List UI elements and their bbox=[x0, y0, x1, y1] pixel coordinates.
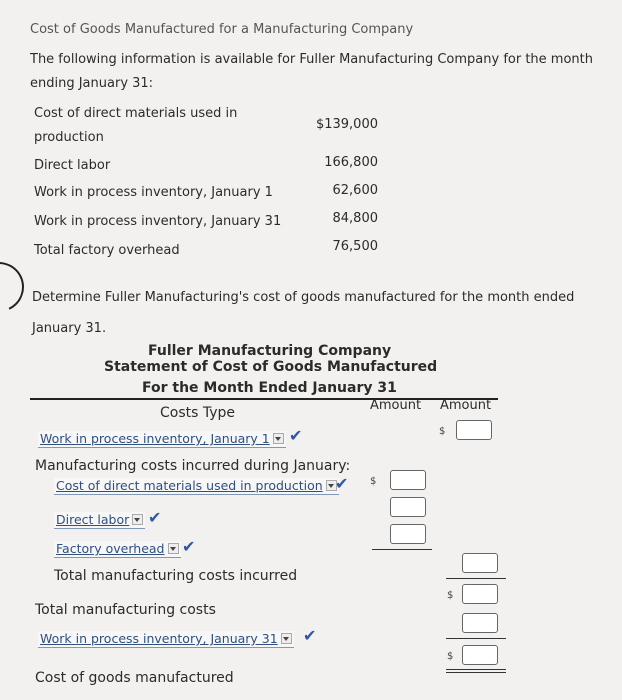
amount-input-direct-materials[interactable] bbox=[390, 470, 426, 490]
page-title: Cost of Goods Manufactured for a Manufacturing Company bbox=[30, 22, 414, 37]
given-value: $139,000 bbox=[315, 117, 378, 132]
column-header-type: Costs Type bbox=[160, 405, 236, 421]
check-icon: ✔ bbox=[335, 474, 349, 493]
subtotal-rule bbox=[446, 638, 506, 639]
given-value: 62,600 bbox=[332, 183, 378, 198]
wip-beginning-dropdown[interactable] bbox=[38, 431, 286, 448]
column-header-amount-2: Amount bbox=[440, 398, 492, 413]
given-label: production bbox=[34, 130, 104, 145]
dollar-sign: $ bbox=[439, 426, 446, 437]
statement-name: Statement of Cost of Goods Manufactured bbox=[104, 359, 438, 375]
mfg-costs-incurred-label: Manufacturing costs incurred during January: bbox=[35, 458, 351, 474]
dropdown-selected-value: Work in process inventory, January 1 bbox=[40, 431, 270, 446]
chevron-down-icon[interactable] bbox=[132, 514, 143, 525]
dropdown-selected-value: Factory overhead bbox=[56, 541, 165, 556]
given-value: 76,500 bbox=[332, 239, 378, 254]
check-icon: ✔ bbox=[148, 508, 162, 527]
wip-ending-dropdown[interactable] bbox=[38, 631, 294, 648]
check-icon: ✔ bbox=[289, 426, 303, 445]
dropdown-selected-value: Direct labor bbox=[56, 512, 130, 527]
decorative-arc bbox=[0, 255, 31, 319]
given-label: Cost of direct materials used in bbox=[34, 106, 238, 121]
given-label: Work in process inventory, January 31 bbox=[34, 214, 282, 229]
dollar-sign: $ bbox=[447, 590, 454, 601]
statement-period: For the Month Ended January 31 bbox=[142, 380, 397, 396]
subtotal-rule bbox=[446, 578, 506, 579]
amount-input-cogm[interactable] bbox=[462, 645, 498, 665]
cogm-label: Cost of goods manufactured bbox=[35, 670, 234, 686]
dollar-sign: $ bbox=[370, 476, 377, 487]
chevron-down-icon[interactable] bbox=[273, 433, 284, 444]
dollar-sign: $ bbox=[447, 651, 454, 662]
heading-rule bbox=[30, 398, 498, 400]
question-line-1: Determine Fuller Manufacturing's cost of goods manufactured for the month ended bbox=[32, 290, 575, 305]
amount-input-wip-ending[interactable] bbox=[462, 613, 498, 633]
given-value: 84,800 bbox=[332, 211, 378, 226]
intro-text-line-1: The following information is available for Fuller Manufacturing Company for the month bbox=[30, 52, 593, 67]
amount-input-direct-labor[interactable] bbox=[390, 497, 426, 517]
total-mfg-costs-incurred-label: Total manufacturing costs incurred bbox=[54, 568, 298, 584]
direct-labor-dropdown[interactable] bbox=[54, 512, 145, 529]
factory-overhead-dropdown[interactable] bbox=[54, 541, 181, 558]
direct-materials-dropdown[interactable] bbox=[54, 478, 339, 495]
check-icon: ✔ bbox=[303, 626, 317, 645]
dropdown-selected-value: Cost of direct materials used in production bbox=[56, 478, 323, 493]
given-label: Direct labor bbox=[34, 158, 111, 173]
amount-input-wip-beginning[interactable] bbox=[456, 420, 492, 440]
given-value: 166,800 bbox=[324, 155, 378, 170]
total-double-rule-bottom bbox=[446, 672, 506, 673]
amount-input-factory-overhead[interactable] bbox=[390, 524, 426, 544]
dropdown-selected-value: Work in process inventory, January 31 bbox=[40, 631, 278, 646]
column-header-amount-1: Amount bbox=[370, 398, 422, 413]
total-mfg-costs-label: Total manufacturing costs bbox=[35, 602, 216, 618]
chevron-down-icon[interactable] bbox=[168, 543, 179, 554]
amount-input-total-mfg-incurred[interactable] bbox=[462, 553, 498, 573]
chevron-down-icon[interactable] bbox=[281, 633, 292, 644]
subtotal-rule bbox=[372, 549, 432, 550]
statement-company: Fuller Manufacturing Company bbox=[148, 343, 392, 359]
intro-text-line-2: ending January 31: bbox=[30, 76, 154, 91]
total-double-rule-top bbox=[446, 669, 506, 670]
check-icon: ✔ bbox=[182, 537, 196, 556]
given-label: Work in process inventory, January 1 bbox=[34, 185, 273, 200]
given-label: Total factory overhead bbox=[34, 243, 180, 258]
question-line-2: January 31. bbox=[32, 321, 107, 336]
amount-input-total-mfg-costs[interactable] bbox=[462, 584, 498, 604]
